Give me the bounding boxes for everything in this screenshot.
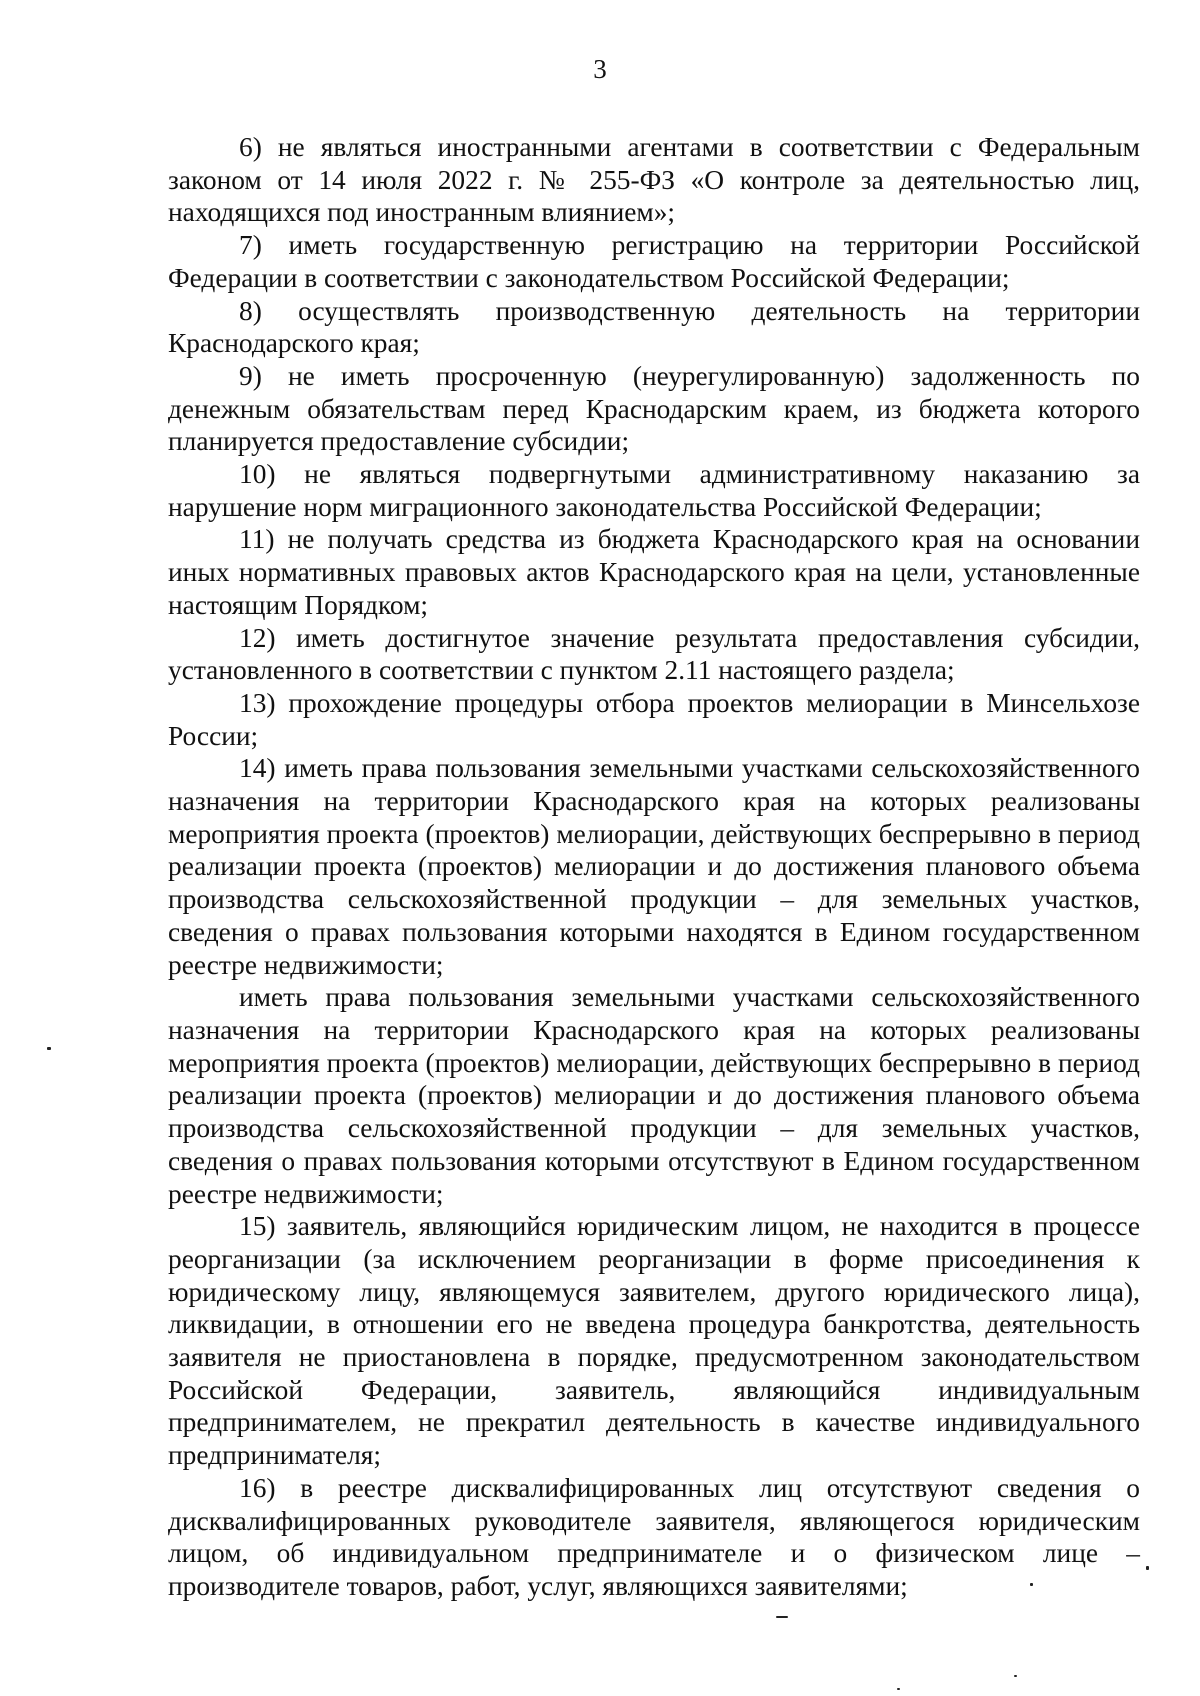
paragraph-item-14: 14) иметь права пользования земельными участками сельскохозяйственного назначения на территории Краснодарского края на которых реализованы мероприятия проекта (проектов) мелиорации, действующих беспрерывно в период реализации проекта (проектов) мелиорации и до достижения планового объема производства сельскохозяйственной продукции – для земельных участков, сведения о правах пользования которыми находятся в Едином государственном реестре недвижимости; (168, 753, 1140, 980)
paragraph-item-10: 10) не являться подвергнутыми административному наказанию за нарушение норм миграционного законодательства Российской Федерации; (168, 459, 1140, 522)
scan-speck (1030, 1583, 1033, 1586)
paragraph-item-14-continued: иметь права пользования земельными участками сельскохозяйственного назначения на территории Краснодарского края на которых реализованы мероприятия проекта (проектов) мелиорации, действующих беспрерывно в период реализации проекта (проектов) мелиорации и до достижения планового объема производства сельскохозяйственной продукции – для земельных участков, сведения о правах пользования которыми отсутствуют в Едином государственном реестре недвижимости; (168, 982, 1140, 1209)
scan-speck (897, 1688, 900, 1690)
paragraph-item-6: 6) не являться иностранными агентами в соответствии с Федеральным законом от 14 июля 2022 г. № 255-ФЗ «О контроле за деятельностью лиц, находящихся под иностранным влиянием»; (168, 132, 1140, 228)
paragraph-item-15: 15) заявитель, являющийся юридическим лицом, не находится в процессе реорганизации (за исключением реорганизации в форме присоединения к юридическому лицу, являющемуся заявителем, другого юридического лица), ликвидации, в отношении его не введена процедура банкротства, деятельность заявителя не приостановлена в порядке, предусмотренном законодательством Российской Федерации, заявитель, являющийся индивидуальным предпринимателем, не прекратил деятельность в качестве индивидуального предпринимателя; (168, 1211, 1140, 1471)
paragraph-item-12: 12) иметь достигнутое значение результата предоставления субсидии, установленного в соответствии с пунктом 2.11 настоящего раздела; (168, 622, 1140, 686)
paragraph-item-13: 13) прохождение процедуры отбора проектов мелиорации в Минсельхозе России; (168, 687, 1140, 751)
paragraph-item-7: 7) иметь государственную регистрацию на территории Российской Федерации в соответствии с законодательством Российской Федерации; (168, 230, 1140, 293)
scan-speck (1014, 1675, 1017, 1677)
scan-speck (776, 1616, 788, 1618)
scan-speck (47, 1047, 51, 1050)
paragraph-item-11: 11) не получать средства из бюджета Краснодарского края на основании иных нормативных правовых актов Краснодарского края на цели, установленные настоящим Порядком; (168, 524, 1140, 620)
paragraph-item-8: 8) осуществлять производственную деятельность на территории Краснодарского края; (168, 295, 1140, 359)
paragraph-item-16: 16) в реестре дисквалифицированных лиц отсутствуют сведения о дисквалифицированных руководителе заявителя, являющегося юридическим лицом, об индивидуальном предпринимателе и о физическом лице – производителе товаров, работ, услуг, являющихся заявителями; (168, 1472, 1140, 1601)
page-number: 3 (593, 54, 607, 84)
paragraph-item-9: 9) не иметь просроченную (неурегулированную) задолженность по денежным обязательствам перед Краснодарским краем, из бюджета которого планируется предоставление субсидии; (168, 360, 1140, 457)
document-body (168, 131, 1140, 1603)
scan-speck (1146, 1566, 1149, 1570)
